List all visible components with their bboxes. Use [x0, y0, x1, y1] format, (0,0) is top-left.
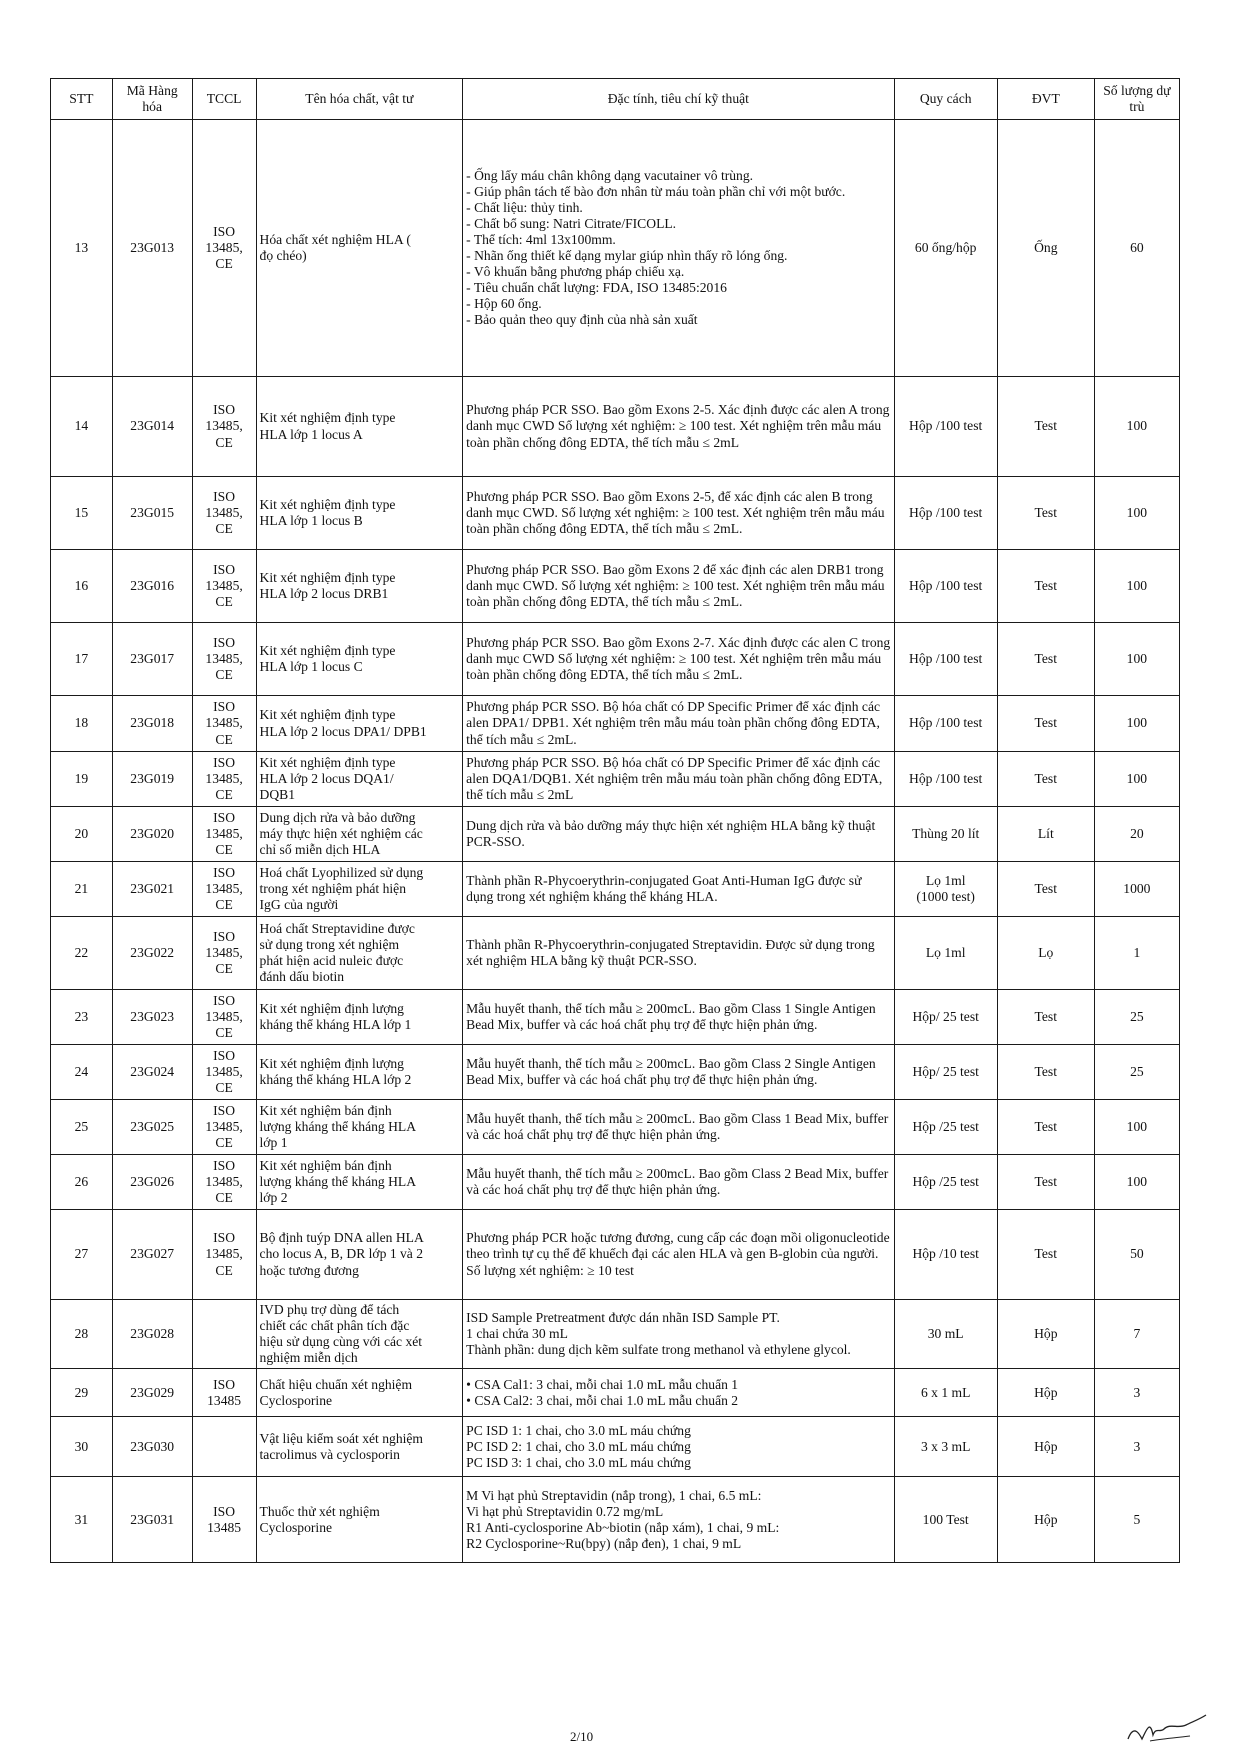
cell-unit: Test — [997, 1155, 1094, 1210]
cell-stt: 22 — [51, 917, 113, 990]
cell-qty: 100 — [1094, 696, 1179, 752]
cell-unit: Test — [997, 862, 1094, 917]
cell-stt: 23 — [51, 990, 113, 1045]
cell-spec: Phương pháp PCR SSO. Bộ hóa chất có DP Specific Primer để xác định các alen DPA1/ DPB1. Xét nghiệm trên mẫu máu toàn phần chống đông EDTA, thể tích mẫu ≤ 2mL. — [463, 696, 894, 752]
table-row — [51, 1155, 1180, 1210]
table-row — [51, 807, 1180, 862]
cell-name: Bộ định tuýp DNA allen HLA cho locus A, B, DR lớp 1 và 2 hoặc tương đương — [256, 1210, 463, 1300]
cell-standard: ISO 13485, CE — [192, 696, 256, 752]
cell-qty: 100 — [1094, 1100, 1179, 1155]
table-header-row — [51, 79, 1180, 120]
cell-stt: 30 — [51, 1417, 113, 1477]
table-row — [51, 696, 1180, 752]
header-name: Tên hóa chất, vật tư — [256, 79, 463, 120]
cell-qty: 1 — [1094, 917, 1179, 990]
cell-standard — [192, 1417, 256, 1477]
header-code: Mã Hàng hóa — [112, 79, 192, 120]
cell-standard: ISO 13485, CE — [192, 1100, 256, 1155]
table-row — [51, 1045, 1180, 1100]
cell-qty: 100 — [1094, 550, 1179, 623]
cell-spec: Dung dịch rửa và bảo dưỡng máy thực hiện xét nghiệm HLA bằng kỹ thuật PCR-SSO. — [463, 807, 894, 862]
cell-stt: 20 — [51, 807, 113, 862]
cell-code: 23G018 — [112, 696, 192, 752]
cell-spec: Mẫu huyết thanh, thể tích mẫu ≥ 200mcL. Bao gồm Class 1 Single Antigen Bead Mix, buffer và các hoá chất phụ trợ để thực hiện phản ứng. — [463, 990, 894, 1045]
cell-pack: Hộp /25 test — [894, 1100, 997, 1155]
table-row — [51, 477, 1180, 550]
cell-code: 23G013 — [112, 120, 192, 377]
cell-standard: ISO 13485, CE — [192, 120, 256, 377]
cell-spec: Phương pháp PCR SSO. Bao gồm Exons 2-5. Xác định được các alen A trong danh mục CWD Số lượng xét nghiệm: ≥ 100 test. Xét nghiệm trên mẫu máu toàn phần chống đông EDTA, thể tích mẫu ≤ 2mL — [463, 377, 894, 477]
cell-pack: Hộp /100 test — [894, 623, 997, 696]
cell-pack: Hộp/ 25 test — [894, 1045, 997, 1100]
cell-pack: 100 Test — [894, 1477, 997, 1563]
cell-code: 23G014 — [112, 377, 192, 477]
cell-spec: Phương pháp PCR SSO. Bộ hóa chất có DP Specific Primer để xác định các alen DQA1/DQB1. Xét nghiệm trên mẫu máu toàn phần chống đông EDTA, thể tích mẫu ≤ 2mL — [463, 752, 894, 807]
cell-stt: 18 — [51, 696, 113, 752]
cell-spec: Phương pháp PCR SSO. Bao gồm Exons 2-5, để xác định các alen B trong danh mục CWD. Số lượng xét nghiệm: ≥ 100 test. Xét nghiệm trên mẫu máu toàn phần chống đông EDTA, thể tích mẫu ≤ 2mL. — [463, 477, 894, 550]
cell-stt: 13 — [51, 120, 113, 377]
cell-name: Thuốc thử xét nghiệm Cyclosporine — [256, 1477, 463, 1563]
cell-pack: 6 x 1 mL — [894, 1369, 997, 1417]
table-row — [51, 623, 1180, 696]
table-row — [51, 752, 1180, 807]
cell-spec: • CSA Cal1: 3 chai, mỗi chai 1.0 mL mẫu chuẩn 1 • CSA Cal2: 3 chai, mỗi chai 1.0 mL mẫu chuẩn 2 — [463, 1369, 894, 1417]
cell-code: 23G020 — [112, 807, 192, 862]
cell-code: 23G015 — [112, 477, 192, 550]
cell-standard: ISO 13485 — [192, 1369, 256, 1417]
cell-spec: Phương pháp PCR SSO. Bao gồm Exons 2-7. Xác định được các alen C trong danh mục CWD Số lượng xét nghiệm: ≥ 100 test. Xét nghiệm trên mẫu máu toàn phần chống đông EDTA, thể tích mẫu ≤ 2mL. — [463, 623, 894, 696]
cell-name: Kit xét nghiệm định type HLA lớp 1 locus A — [256, 377, 463, 477]
cell-name: Vật liệu kiểm soát xét nghiệm tacrolimus và cyclosporin — [256, 1417, 463, 1477]
cell-name: Kit xét nghiệm định type HLA lớp 2 locus DQA1/ DQB1 — [256, 752, 463, 807]
table-row — [51, 120, 1180, 377]
cell-qty: 25 — [1094, 990, 1179, 1045]
cell-pack: Hộp/ 25 test — [894, 990, 997, 1045]
cell-code: 23G021 — [112, 862, 192, 917]
cell-pack: Lọ 1ml — [894, 917, 997, 990]
cell-name: Kit xét nghiệm bán định lượng kháng thể kháng HLA lớp 2 — [256, 1155, 463, 1210]
cell-stt: 17 — [51, 623, 113, 696]
cell-pack: Hộp /10 test — [894, 1210, 997, 1300]
cell-spec: - Ống lấy máu chân không dạng vacutainer vô trùng. - Giúp phân tách tế bào đơn nhân từ máu toàn phần chỉ với một bước. - Chất liệu: thủy tinh. - Chất bổ sung: Natri Citrate/FICOLL. - Thể tích: 4ml 13x100mm. - Nhãn ống thiết kế dạng mylar giúp nhìn thấy rõ lóng ống. - Vô khuẩn bằng phương pháp chiếu xạ. - Tiêu chuẩn chất lượng: FDA, ISO 13485:2016 - Hộp 60 ống. - Bảo quản theo quy định của nhà sản xuất — [463, 120, 894, 377]
cell-stt: 16 — [51, 550, 113, 623]
cell-code: 23G022 — [112, 917, 192, 990]
cell-unit: Hộp — [997, 1369, 1094, 1417]
cell-spec: Phương pháp PCR SSO. Bao gồm Exons 2 để xác định các alen DRB1 trong danh mục CWD. Số lượng xét nghiệm: ≥ 100 test. Xét nghiệm trên mẫu máu toàn phần chống đông EDTA, thể tích mẫu ≤ 2mL. — [463, 550, 894, 623]
cell-unit: Hộp — [997, 1300, 1094, 1369]
table-row — [51, 1417, 1180, 1477]
cell-code: 23G019 — [112, 752, 192, 807]
cell-unit: Test — [997, 696, 1094, 752]
header-pack: Quy cách — [894, 79, 997, 120]
cell-stt: 24 — [51, 1045, 113, 1100]
cell-name: Chất hiệu chuẩn xét nghiệm Cyclosporine — [256, 1369, 463, 1417]
cell-spec: Thành phần R-Phycoerythrin-conjugated Goat Anti-Human IgG được sử dụng trong xét nghiệm kháng thể kháng HLA. — [463, 862, 894, 917]
cell-stt: 25 — [51, 1100, 113, 1155]
cell-name: Kit xét nghiệm định type HLA lớp 2 locus DPA1/ DPB1 — [256, 696, 463, 752]
cell-standard: ISO 13485, CE — [192, 377, 256, 477]
cell-unit: Test — [997, 752, 1094, 807]
cell-stt: 14 — [51, 377, 113, 477]
header-standard: TCCL — [192, 79, 256, 120]
cell-unit: Test — [997, 990, 1094, 1045]
cell-spec: Mẫu huyết thanh, thể tích mẫu ≥ 200mcL. Bao gồm Class 2 Single Antigen Bead Mix, buffer và các hoá chất phụ trợ để thực hiện phản ứng. — [463, 1045, 894, 1100]
table-row — [51, 1369, 1180, 1417]
cell-name: Kit xét nghiệm định type HLA lớp 2 locus DRB1 — [256, 550, 463, 623]
cell-standard: ISO 13485, CE — [192, 752, 256, 807]
table-row — [51, 1300, 1180, 1369]
table-row — [51, 990, 1180, 1045]
cell-unit: Lít — [997, 807, 1094, 862]
cell-pack: 60 ống/hộp — [894, 120, 997, 377]
cell-pack: Hộp /100 test — [894, 377, 997, 477]
cell-standard: ISO 13485, CE — [192, 990, 256, 1045]
cell-unit: Test — [997, 1100, 1094, 1155]
header-spec: Đặc tính, tiêu chí kỹ thuật — [463, 79, 894, 120]
cell-qty: 50 — [1094, 1210, 1179, 1300]
cell-qty: 1000 — [1094, 862, 1179, 917]
cell-standard: ISO 13485, CE — [192, 477, 256, 550]
cell-code: 23G026 — [112, 1155, 192, 1210]
cell-name: Kit xét nghiệm định type HLA lớp 1 locus C — [256, 623, 463, 696]
header-unit: ĐVT — [997, 79, 1094, 120]
cell-unit: Test — [997, 623, 1094, 696]
cell-name: Hoá chất Streptavidine được sử dụng trong xét nghiệm phát hiện acid nuleic được đánh dấu biotin — [256, 917, 463, 990]
cell-name: Kit xét nghiệm định lượng kháng thể kháng HLA lớp 2 — [256, 1045, 463, 1100]
cell-qty: 100 — [1094, 752, 1179, 807]
table-body — [51, 120, 1180, 1563]
cell-qty: 25 — [1094, 1045, 1179, 1100]
header-stt: STT — [51, 79, 113, 120]
cell-qty: 100 — [1094, 377, 1179, 477]
cell-name: Kit xét nghiệm bán định lượng kháng thể kháng HLA lớp 1 — [256, 1100, 463, 1155]
table-row — [51, 1477, 1180, 1563]
cell-standard: ISO 13485, CE — [192, 1155, 256, 1210]
cell-stt: 19 — [51, 752, 113, 807]
cell-qty: 20 — [1094, 807, 1179, 862]
signature-mark — [1120, 1705, 1210, 1750]
cell-standard: ISO 13485, CE — [192, 623, 256, 696]
cell-pack: Hộp /100 test — [894, 752, 997, 807]
cell-qty: 5 — [1094, 1477, 1179, 1563]
cell-qty: 100 — [1094, 623, 1179, 696]
cell-stt: 31 — [51, 1477, 113, 1563]
cell-pack: Hộp /25 test — [894, 1155, 997, 1210]
cell-qty: 60 — [1094, 120, 1179, 377]
cell-stt: 21 — [51, 862, 113, 917]
cell-code: 23G028 — [112, 1300, 192, 1369]
cell-pack: Hộp /100 test — [894, 550, 997, 623]
cell-unit: Test — [997, 1210, 1094, 1300]
cell-qty: 100 — [1094, 477, 1179, 550]
cell-code: 23G030 — [112, 1417, 192, 1477]
cell-stt: 27 — [51, 1210, 113, 1300]
header-qty: Số lượng dự trù — [1094, 79, 1179, 120]
cell-name: Kit xét nghiệm định lượng kháng thể kháng HLA lớp 1 — [256, 990, 463, 1045]
cell-unit: Ống — [997, 120, 1094, 377]
cell-standard: ISO 13485 — [192, 1477, 256, 1563]
cell-qty: 3 — [1094, 1417, 1179, 1477]
cell-code: 23G027 — [112, 1210, 192, 1300]
cell-unit: Test — [997, 1045, 1094, 1100]
cell-standard: ISO 13485, CE — [192, 1210, 256, 1300]
cell-spec: M Vi hạt phủ Streptavidin (nắp trong), 1 chai, 6.5 mL: Vi hạt phủ Streptavidin 0.72 mg/mL R1 Anti-cyclosporine Ab~biotin (nắp xám), 1 chai, 9 mL: R2 Cyclosporine~Ru(bpy) (nắp đen), 1 chai, 9 mL — [463, 1477, 894, 1563]
cell-spec: PC ISD 1: 1 chai, cho 3.0 mL máu chứng PC ISD 2: 1 chai, cho 3.0 mL máu chứng PC ISD 3: 1 chai, cho 3.0 mL máu chứng — [463, 1417, 894, 1477]
table-row — [51, 1100, 1180, 1155]
cell-pack: Lọ 1ml (1000 test) — [894, 862, 997, 917]
table-row — [51, 917, 1180, 990]
cell-unit: Test — [997, 477, 1094, 550]
cell-unit: Test — [997, 377, 1094, 477]
cell-spec: Mẫu huyết thanh, thể tích mẫu ≥ 200mcL. Bao gồm Class 1 Bead Mix, buffer và các hoá chất phụ trợ để thực hiện phản ứng. — [463, 1100, 894, 1155]
cell-code: 23G017 — [112, 623, 192, 696]
cell-spec: Phương pháp PCR hoặc tương đương, cung cấp các đoạn mồi oligonucleotide theo trình tự cụ thể để khuếch đại các alen HLA và gen B-globin của người. Số lượng xét nghiệm: ≥ 10 test — [463, 1210, 894, 1300]
cell-spec: Thành phần R-Phycoerythrin-conjugated Streptavidin. Được sử dụng trong xét nghiệm HLA bằng kỹ thuật PCR-SSO. — [463, 917, 894, 990]
cell-code: 23G029 — [112, 1369, 192, 1417]
supplies-table — [50, 78, 1180, 1563]
cell-unit: Hộp — [997, 1477, 1094, 1563]
cell-standard: ISO 13485, CE — [192, 550, 256, 623]
cell-stt: 15 — [51, 477, 113, 550]
page-number: 2/10 — [570, 1729, 594, 1744]
cell-stt: 28 — [51, 1300, 113, 1369]
cell-name: Kit xét nghiệm định type HLA lớp 1 locus B — [256, 477, 463, 550]
cell-stt: 29 — [51, 1369, 113, 1417]
cell-name: IVD phụ trợ dùng để tách chiết các chất phân tích đặc hiệu sử dụng cùng với các xét nghiệm miễn dịch — [256, 1300, 463, 1369]
cell-name: Hóa chất xét nghiệm HLA ( đọ chéo) — [256, 120, 463, 377]
cell-standard: ISO 13485, CE — [192, 862, 256, 917]
table-row — [51, 1210, 1180, 1300]
cell-standard — [192, 1300, 256, 1369]
cell-pack: 30 mL — [894, 1300, 997, 1369]
cell-pack: Hộp /100 test — [894, 696, 997, 752]
table-row — [51, 550, 1180, 623]
cell-unit: Lọ — [997, 917, 1094, 990]
cell-code: 23G023 — [112, 990, 192, 1045]
table-row — [51, 377, 1180, 477]
cell-qty: 3 — [1094, 1369, 1179, 1417]
cell-standard: ISO 13485, CE — [192, 1045, 256, 1100]
cell-code: 23G016 — [112, 550, 192, 623]
cell-code: 23G025 — [112, 1100, 192, 1155]
cell-name: Dung dịch rửa và bảo dưỡng máy thực hiện xét nghiệm các chỉ số miễn dịch HLA — [256, 807, 463, 862]
cell-pack: Thùng 20 lít — [894, 807, 997, 862]
cell-code: 23G024 — [112, 1045, 192, 1100]
cell-pack: 3 x 3 mL — [894, 1417, 997, 1477]
cell-standard: ISO 13485, CE — [192, 917, 256, 990]
cell-stt: 26 — [51, 1155, 113, 1210]
cell-standard: ISO 13485, CE — [192, 807, 256, 862]
cell-unit: Hộp — [997, 1417, 1094, 1477]
cell-pack: Hộp /100 test — [894, 477, 997, 550]
cell-spec: Mẫu huyết thanh, thể tích mẫu ≥ 200mcL. Bao gồm Class 2 Bead Mix, buffer và các hoá chất phụ trợ để thực hiện phản ứng. — [463, 1155, 894, 1210]
cell-code: 23G031 — [112, 1477, 192, 1563]
cell-name: Hoá chất Lyophilized sử dụng trong xét nghiệm phát hiện IgG của người — [256, 862, 463, 917]
cell-spec: ISD Sample Pretreatment được dán nhãn ISD Sample PT. 1 chai chứa 30 mL Thành phần: dung dịch kẽm sulfate trong methanol và ethylene glycol. — [463, 1300, 894, 1369]
cell-unit: Test — [997, 550, 1094, 623]
table-row — [51, 862, 1180, 917]
cell-qty: 7 — [1094, 1300, 1179, 1369]
cell-qty: 100 — [1094, 1155, 1179, 1210]
